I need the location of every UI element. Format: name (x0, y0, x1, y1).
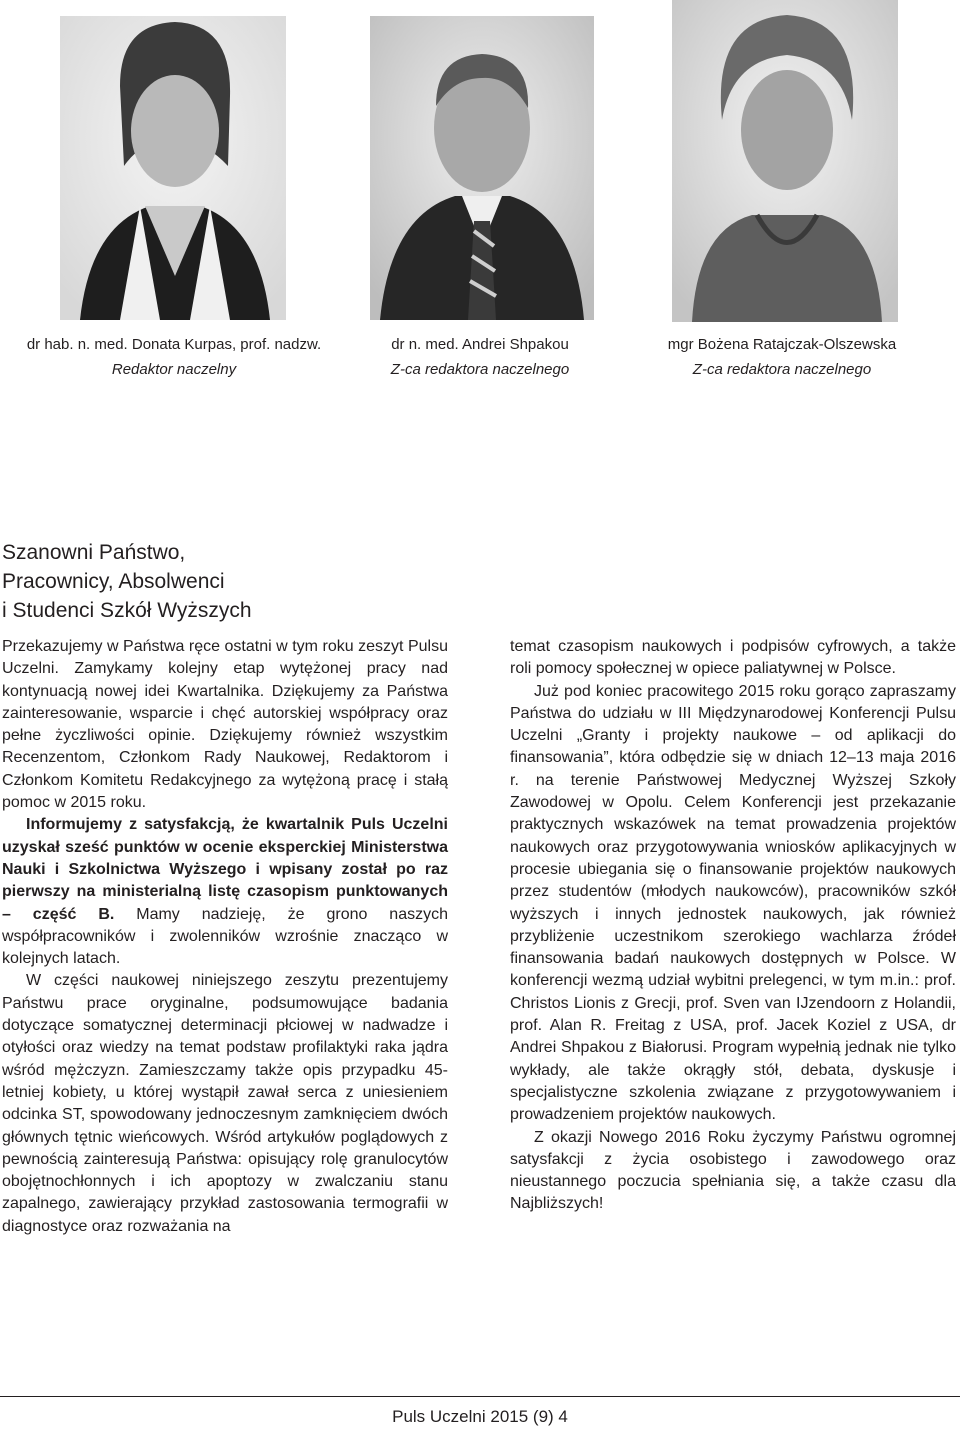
paragraph: Z okazji Nowego 2016 Roku życzymy Państwu ogromnej satysfakcji z życia osobistego i zawodowego oraz nieustannego poczucia spełniania się, a także czasu dla Najbliższych! (510, 1128, 956, 1213)
greeting-line: Pracownicy, Absolwenci (2, 570, 225, 593)
bold-announcement: Informujemy z satysfakcją, że kwartalnik Puls Uczelni uzyskał sześć punktów w ocenie eksperckiej Ministerstwa Nauki i Szkolnictwa Wyższego i wpisany został po raz pierwszy na ministerialną listę czasopism punktowanych – część B. (2, 816, 448, 923)
caption-role: Redaktor naczelny (111, 361, 237, 378)
right-column (510, 636, 956, 1216)
caption-role: Z-ca redaktora naczelnego (692, 361, 872, 378)
paragraph: W części naukowej niniejszego zeszytu prezentujemy Państwu prace oryginalne, podsumowujące badania dotyczące somatycznej determinacji płciowej w nadwadze i otyłości oraz wiedzy na temat podstaw profilaktyki raka jądra wśród mężczyzn. Zamieszczamy także opis przypadku 45-letniej kobiety, u której wystąpił zawał serca z uniesieniem odcinka ST, spowodowany jednoczesnym zamknięciem dwóch głównych tętnic wieńcowych. Wśród artykułów poglądowych z pewnością zainteresują Państwa: opisujący rolę granulocytów obojętnochłonnych i ich apoptozy w zwalczaniu stanu zapalnego, zawierający przykład zastosowania termografii w diagnostyce oraz rozważania na (2, 972, 448, 1235)
caption-shpakou (330, 332, 630, 382)
portrait-photo-ratajczak (672, 0, 898, 322)
paragraph-continuation: Mamy nadzieję, że grono naszych współpracowników i zwolenników wzrośnie znacząco w kolejnych latach. (2, 905, 449, 968)
greeting-line: Szanowni Państwo, (2, 541, 186, 564)
caption-name: mgr Bożena Ratajczak-Olszewska (667, 336, 897, 353)
paragraph: Już pod koniec pracowitego 2015 roku gorąco zapraszamy Państwa do udziału w III Międzynarodowej Konferencji Pulsu Uczelni „Granty i projekty naukowe – od aplikacji do finansowania”, która odbędzie się w dniach 12–13 maja 2016 r. na terenie Państwowej Medycznej Wyższej Szkoły Zawodowej w Opolu. Celem Konferencji jest przekazanie praktycznych wskazówek na temat prowadzenia projektów naukowych oraz przygotowywania wniosków aplikacyjnych w procesie ubiegania się o finansowanie projektów naukowych przez studentów (młodych naukowców), pracowników szkół wyższych i innych jednostek naukowych, jak również przybliżenie uczestnikom szerokiego wachlarza źródeł finansowania badań naukowych dostępnych w Polsce. W konferencji wezmą udział wybitni prelegenci, w tym m.in.: prof. Christos Lionis z Grecji, prof. Sven van IJzendoorn z Holandii, prof. Alan R. Freitag z USA, prof. Jacek Koziel z USA, dr Andrei Shpakou z Białorusi. Program wypełnią jednak nie tylko wykłady, ale także okrągły stół, debata, dyskusje i specjalistyczne szkolenia związane z przygotowywaniem i prowadzeniem projektów naukowych. (510, 682, 956, 1124)
left-column (2, 636, 448, 1238)
paragraph: Przekazujemy w Państwa ręce ostatni w tym roku zeszyt Pulsu Uczelni. Zamykamy kolejny etap wytężonej pracy nad kontynuacją nowej idei Kwartalnika. Dziękujemy za Państwa zainteresowanie, wsparcie i chęć autorskiej współpracy oraz pełne życzliwości opinie. Dziękujemy również wszystkim Recenzentom, Członkom Rady Naukowej, Redaktorom i Członkom Komitetu Redakcyjnego za wytężoną pracę i stałą pomoc w 2015 roku. (2, 638, 448, 812)
paragraph (2, 814, 448, 970)
caption-role: Z-ca redaktora naczelnego (390, 361, 570, 378)
greeting-line: i Studenci Szkół Wyższych (2, 599, 252, 622)
caption-name: dr n. med. Andrei Shpakou (391, 336, 569, 353)
greeting-heading (2, 538, 462, 625)
portrait-photo-shpakou (370, 16, 594, 320)
caption-name: dr hab. n. med. Donata Kurpas, prof. nadzw. (26, 336, 322, 353)
caption-ratajczak (632, 332, 932, 382)
portrait-photo-kurpas (60, 16, 286, 320)
paragraph: temat czasopism naukowych i podpisów cyfrowych, a także roli pomocy społecznej w opiece paliatywnej w Polsce. (510, 638, 956, 678)
footer-rule (0, 1396, 960, 1397)
caption-kurpas (2, 332, 346, 382)
page-footer: Puls Uczelni 2015 (9) 4 (392, 1407, 568, 1426)
